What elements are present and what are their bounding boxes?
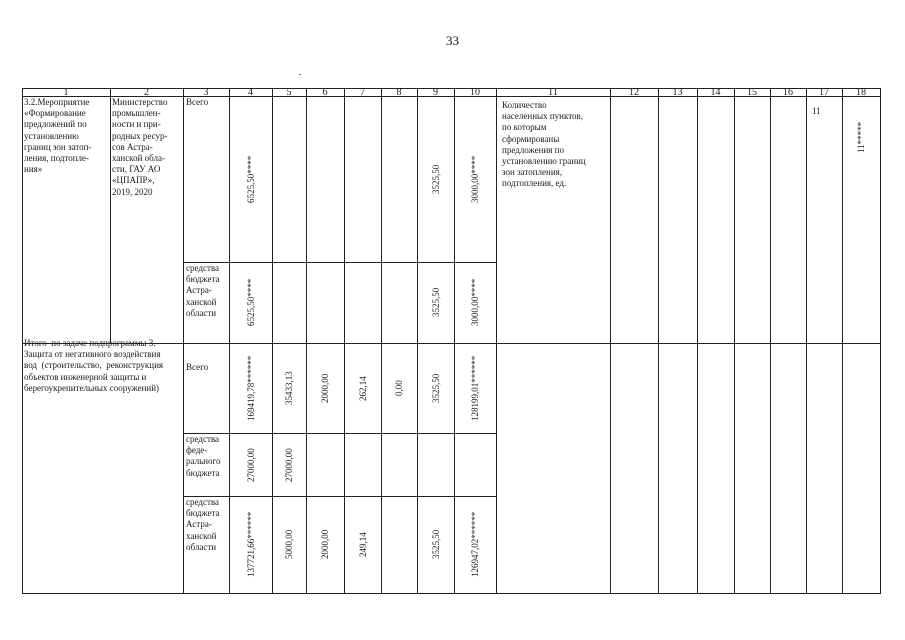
column-header-16: 16	[783, 87, 793, 98]
measure-regional-col9: 3525,50	[430, 287, 441, 317]
measure-source-total: Всего	[186, 97, 209, 107]
column-header-7: 7	[360, 87, 365, 98]
total-source-all: Всего	[186, 362, 209, 372]
total-r3-c9: 3525,50	[430, 529, 441, 559]
total-r1-c8: 0,00	[394, 380, 404, 396]
measure-name: 3.2.Мероприятие «Формирование предложений по установлению границ зон затоп- ления, подтопле- ния»	[24, 97, 92, 175]
total-r3-c6: 2000,00	[320, 529, 330, 559]
total-r3-c7: 249,14	[357, 532, 368, 557]
column-header-5: 5	[286, 87, 292, 98]
total-r1-c6: 2000,00	[320, 373, 330, 403]
total-r2-c4: 27000,00	[245, 447, 256, 482]
total-row-rule	[183, 433, 497, 434]
table-border	[880, 88, 881, 594]
column-rule	[610, 88, 611, 594]
column-rule	[272, 88, 273, 594]
column-header-18: 18	[856, 87, 866, 98]
measure-regional-col10: 3000,00****	[470, 278, 480, 326]
table-border	[22, 88, 23, 594]
column-rule	[658, 88, 659, 594]
measure-regional-col4: 6525,50****	[245, 278, 256, 326]
total-title: Итого по задаче подпрограммы 3. Защита от негативного воздействия вод (строительство, реконструкция объектов инженерной защиты и берегоукрепительных сооружений)	[24, 338, 164, 393]
column-header-9: 9	[433, 87, 438, 98]
total-source-regional: средства бюджета Астра- ханской области	[186, 497, 220, 552]
column-rule	[417, 88, 418, 594]
total-r1-c4: 169419,78******	[245, 355, 256, 421]
column-rule	[183, 88, 184, 594]
column-header-12: 12	[629, 87, 639, 98]
column-rule	[770, 88, 771, 594]
column-rule	[229, 88, 230, 594]
total-r3-c10: 126947,02******	[470, 511, 480, 577]
column-rule	[734, 88, 735, 594]
page-number: 33	[446, 33, 459, 48]
total-row-rule	[183, 496, 497, 497]
column-header-15: 15	[747, 87, 757, 98]
column-header-11: 11	[548, 87, 558, 98]
column-header-3: 3	[203, 87, 209, 98]
target-col18: 11*****	[856, 121, 866, 153]
total-r1-c9: 3525,50	[430, 373, 441, 403]
column-rule	[454, 88, 455, 594]
total-r1-c5: 35433,13	[284, 371, 294, 405]
column-rule	[496, 88, 497, 594]
column-header-13: 13	[672, 87, 683, 98]
indicator-text: Количество населенных пунктов, по которым сформированы предложения по установлению границ зон затопления, подтопления, ед.	[502, 100, 586, 189]
total-source-federal: средства феде- рального бюджета	[186, 434, 221, 478]
target-col17: 11	[812, 106, 821, 116]
measure-row-rule	[183, 262, 497, 263]
table-bottom-rule	[22, 593, 881, 594]
column-rule	[306, 88, 307, 594]
total-r1-c7: 262,14	[357, 375, 368, 401]
total-r2-c5: 27000,00	[284, 447, 294, 482]
column-rule	[842, 88, 843, 594]
measure-total-col10: 3000,00****	[470, 155, 480, 203]
column-header-2: 2	[144, 87, 149, 98]
column-header-4: 4	[248, 87, 253, 98]
total-r3-c4: 137721,66******	[245, 511, 256, 577]
measure-total-col4: 6525,50****	[245, 155, 256, 203]
measure-executor: Министерство промышлен- ности и при- родных ресур- сов Астра- ханской обла- сти, ГАУ АО «ЦПАПР», 2019, 2020	[112, 97, 168, 197]
total-r1-c10: 128199,01******	[470, 355, 480, 421]
column-header-10: 10	[470, 87, 480, 98]
measure-source-regional: средства бюджета Астра- ханской области	[186, 263, 220, 318]
column-rule	[381, 88, 382, 594]
column-header-14: 14	[710, 87, 721, 98]
column-header-8: 8	[396, 87, 402, 98]
column-header-6: 6	[322, 87, 328, 98]
column-header-17: 17	[819, 87, 829, 98]
measure-total-col9: 3525,50	[430, 164, 441, 194]
column-header-1: 1	[63, 87, 69, 98]
total-r3-c5: 5000,00	[284, 529, 294, 559]
column-rule	[697, 88, 698, 594]
column-rule	[806, 88, 807, 594]
column-rule	[344, 88, 345, 594]
